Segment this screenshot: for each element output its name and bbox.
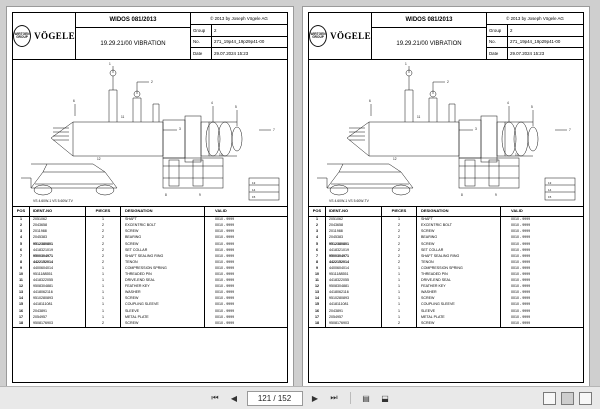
cell-valid: 0010 - 9999 [215,229,235,234]
svg-text:4: 4 [507,101,509,105]
cell-pos: 11 [13,278,30,284]
cell-valid: 0010 - 9999 [511,217,531,222]
cell-valid: 0010 - 9999 [215,320,235,325]
cell-pos: 16 [309,308,326,314]
meta-key-no: No. [191,37,212,48]
cell-pos: 3 [13,229,30,235]
cell-pcs: 2 [382,223,417,229]
cell-des: EXCENTRIC BOLT [121,223,205,229]
svg-text:5: 5 [235,105,237,109]
cell-pos: 14 [13,296,30,302]
cell-des: EXCENTRIC BOLT [417,223,501,229]
cell-des: SHAFT SEALING RING [417,254,501,260]
cell-des: SLEEVE [121,308,205,314]
cell-pos: 17 [309,315,326,321]
cell-pos: 4 [309,235,326,241]
parts-table [309,207,583,328]
cell-des: COUPLING SLEEVE [417,302,501,308]
cell-valid: 0010 - 9999 [511,247,531,252]
cell-id: 4422152014 [326,260,382,266]
cell-pcs: 2 [86,254,121,260]
svg-text:10: 10 [515,153,519,157]
thumbnail-view-icon[interactable]: ▤ [362,393,370,403]
cell-pos: 10 [309,272,326,278]
cell-id: 4418111081 [30,302,86,308]
cell-pcs: 2 [382,247,417,253]
cell-valid: 0010 - 9999 [215,308,235,313]
cell-valid: 0010 - 9999 [511,290,531,295]
svg-text:5: 5 [531,105,533,109]
svg-text:3: 3 [475,127,477,131]
svg-text:4: 4 [211,101,213,105]
svg-text:1: 1 [405,62,407,66]
wirtgen-group-logo-icon: WIRTGEN GROUP [309,25,327,47]
svg-text:14: 14 [252,188,256,192]
cell-id: 4418322055 [326,278,382,284]
meta-key-date: Date [487,48,508,59]
cell-pos: 9 [13,266,30,272]
cell-valid: 0010 - 9999 [511,229,531,234]
document-page-right[interactable] [302,6,590,389]
cell-valid: 0010 - 9999 [511,265,531,270]
cell-id: 2045383 [326,235,382,241]
meta-row-no [191,37,287,49]
scroll-view-icon[interactable] [579,392,592,405]
cell-id: 2043891 [326,308,382,314]
column-header-designation: DESIGNATION [417,207,501,216]
cell-pcs: 2 [86,223,121,229]
svg-text:13: 13 [252,181,256,185]
cell-des: SCREW [121,321,205,327]
header-center [76,13,191,59]
drawing-caption: VS 4.60W-1 VS 5.60W-TV [33,198,73,203]
cell-pos: 11 [309,278,326,284]
cell-pcs: 2 [86,235,121,241]
cell-id: 2054957 [30,315,86,321]
page-sheet [12,12,288,383]
cell-pos: 7 [13,254,30,260]
cell-valid: 0010 - 9999 [215,217,235,222]
meta-key-group: Group [487,25,508,36]
brand-block [13,13,76,59]
cell-pos: 2 [309,223,326,229]
cell-valid: 0010 - 9999 [215,296,235,301]
cell-id: 4422152014 [30,260,86,266]
cell-des: SCREW [417,296,501,302]
cell-valid: 0010 - 9999 [215,272,235,276]
cell-pos: 1 [13,217,30,223]
cell-des: SCREW [121,241,205,247]
wirtgen-group-logo-icon: WIRTGEN GROUP [13,25,31,47]
cell-des: DRIVE-END SEAL [417,278,501,284]
cell-pcs: 1 [86,284,121,290]
fit-page-icon[interactable]: ⬓ [381,393,389,403]
cell-id: 9500304971 [30,254,86,260]
cell-des: DRIVE-END SEAL [121,278,205,284]
cell-pcs: 1 [382,266,417,272]
meta-row-group [191,25,287,37]
svg-text:3: 3 [179,127,181,131]
cell-des: METAL PLATE [417,315,501,321]
cell-id: 9508304881 [326,284,382,290]
cell-pos: 6 [309,247,326,253]
cell-pcs: 1 [86,266,121,272]
cell-valid: 0010 - 9999 [215,290,235,295]
svg-text:7: 7 [569,128,571,132]
cell-valid: 0010 - 9999 [215,265,235,270]
document-title: WIDOS 081/2013 [76,13,190,28]
page-sheet [308,12,584,383]
cell-valid: 0010 - 9999 [215,314,235,319]
svg-text:13: 13 [548,181,552,185]
cell-id: 2051062 [326,217,382,223]
cell-id: 9510280893 [30,296,86,302]
cell-pcs: 1 [382,302,417,308]
page-indicator[interactable]: 121 / 152 [247,391,303,406]
cell-pos: 3 [309,229,326,235]
cell-des: FEATHER KEY [417,284,501,290]
cell-id: 4418322055 [30,278,86,284]
technical-drawing [309,60,583,207]
cell-pcs: 2 [382,241,417,247]
cell-valid: 0010 - 9999 [511,241,531,246]
cell-pcs: 2 [382,235,417,241]
meta-value-no: 271_19p44_19p29p41-00 [510,39,561,45]
cell-pos: 18 [13,321,30,327]
cell-id: 2045383 [30,235,86,241]
cell-pcs: 2 [382,254,417,260]
meta-key-group: Group [191,25,212,36]
cell-pos: 6 [13,247,30,253]
cell-des: BEARING [121,235,205,241]
cell-pcs: 1 [86,296,121,302]
cell-pos: 4 [13,235,30,241]
cell-des: SET COLLAR [121,247,205,253]
cell-des: SET COLLAR [417,247,501,253]
cell-pcs: 1 [382,278,417,284]
cell-des: COMPRESSION SPRING [121,266,205,272]
meta-value-group: 2 [214,27,217,33]
cell-des: WASHER [121,290,205,296]
cell-des: COMPRESSION SPRING [417,266,501,272]
cell-des: SHAFT [417,217,501,223]
cell-pcs: 1 [86,278,121,284]
cell-id: 9508176903 [326,321,382,327]
svg-text:11: 11 [417,115,421,119]
cell-pcs: 1 [382,284,417,290]
cell-des: FEATHER KEY [121,284,205,290]
cell-pcs: 1 [86,290,121,296]
column-header-ident-no: IDENT-NO [326,207,382,216]
cell-valid: 0010 - 9999 [511,320,531,325]
dual-page-view-icon[interactable] [561,392,574,405]
cell-pos: 15 [13,302,30,308]
cell-des: SCREW [417,321,501,327]
cell-pos: 18 [309,321,326,327]
cell-pcs: 2 [86,260,121,266]
next-page-button[interactable]: ▶ [311,393,319,403]
column-header-ident-no: IDENT-NO [30,207,86,216]
cell-pos: 8 [309,260,326,266]
cell-pos: 12 [13,284,30,290]
cell-valid: 0010 - 9999 [511,302,531,307]
cell-pcs: 1 [382,315,417,321]
meta-row-no [487,37,583,49]
cell-pos: 7 [309,254,326,260]
svg-text:15: 15 [252,195,256,199]
document-title: WIDOS 081/2013 [372,13,486,28]
cell-pos: 12 [309,284,326,290]
cell-valid: 0010 - 9999 [511,253,531,258]
meta-row-date [191,48,287,59]
cell-pcs: 2 [382,260,417,266]
cell-id: 9512380801 [326,241,382,247]
header-meta [487,13,583,59]
meta-key-date: Date [191,48,212,59]
document-page-left[interactable] [6,6,294,389]
svg-text:15: 15 [548,195,552,199]
svg-text:11: 11 [121,115,125,119]
cell-pcs: 1 [86,272,121,278]
svg-text:7: 7 [273,128,275,132]
cell-des: THREADED PIN [417,272,501,278]
brand-block [309,13,372,59]
cell-pcs: 2 [382,229,417,235]
meta-value-date: 29.07.2024 15:23 [214,51,249,57]
cell-des: SCREW [121,229,205,235]
svg-text:10: 10 [219,153,223,157]
svg-text:1: 1 [109,62,111,66]
cell-pcs: 2 [382,321,417,327]
svg-text:12: 12 [393,157,397,161]
cell-des: SHAFT [121,217,205,223]
cell-pos: 13 [309,290,326,296]
table-header-row [309,207,583,217]
document-subtitle: 19.29.21/00 VIBRATION [100,40,166,47]
cell-pos: 9 [309,266,326,272]
svg-text:2: 2 [447,80,449,84]
cell-valid: 0010 - 9999 [511,278,531,283]
cell-valid: 0010 - 9999 [215,247,235,252]
cell-des: COUPLING SLEEVE [121,302,205,308]
cell-des: THREADED PIN [121,272,205,278]
table-row[interactable] [309,321,583,327]
cell-des: METAL PLATE [121,315,205,321]
cell-pos: 5 [309,241,326,247]
cell-valid: 0010 - 9999 [511,314,531,319]
column-header-pieces: PIECES [382,207,417,216]
cell-pos: 14 [309,296,326,302]
svg-text:14: 14 [548,188,552,192]
cell-des: TENON [121,260,205,266]
svg-text:8: 8 [165,193,167,197]
column-header-pos: POS [309,207,326,216]
cell-des: TENON [417,260,501,266]
table-body [309,217,583,328]
cell-pos: 8 [13,260,30,266]
svg-text:2: 2 [151,80,153,84]
cell-valid: 0010 - 9999 [215,235,235,240]
cell-id: 9508176903 [30,321,86,327]
column-header-designation: DESIGNATION [121,207,205,216]
column-header-pieces: PIECES [86,207,121,216]
column-header-valid: VALID [215,208,227,214]
toolbar-divider [350,392,351,404]
cell-id: 2043658 [30,223,86,229]
cell-pos: 16 [13,308,30,314]
last-page-button[interactable]: ⏭ [330,393,338,402]
brand-name: VÖGELE [330,31,371,41]
cell-pcs: 1 [86,302,121,308]
cell-des: BEARING [417,235,501,241]
cell-valid: 0010 - 9999 [511,223,531,228]
svg-text:8: 8 [461,193,463,197]
table-header-row [13,207,287,217]
cell-des: SCREW [121,296,205,302]
cell-des: WASHER [417,290,501,296]
copyright-text: © 2013 by Joseph Vögele AG [487,13,583,25]
cell-valid: 0010 - 9999 [215,278,235,283]
meta-row-group [487,25,583,37]
cell-valid: 0010 - 9999 [511,259,531,264]
cell-valid: 0010 - 9999 [511,308,531,313]
cell-id: 2051062 [30,217,86,223]
cell-des: SCREW [417,229,501,235]
cell-pos: 13 [13,290,30,296]
cell-valid: 0010 - 9999 [511,272,531,276]
cell-id: 4418062116 [326,290,382,296]
cell-valid: 0010 - 9999 [511,284,531,289]
cell-valid: 0010 - 9999 [215,241,235,246]
cell-id: 9511188551 [30,272,86,278]
cell-pos: 17 [13,315,30,321]
parts-table [13,207,287,328]
cell-id: 9508304881 [30,284,86,290]
table-row[interactable] [13,321,287,327]
svg-text:6: 6 [369,99,371,103]
cell-valid: 0010 - 9999 [215,223,235,228]
cell-pos: 2 [13,223,30,229]
cell-id: 9512380801 [30,241,86,247]
cell-des: SCREW [417,241,501,247]
svg-text:9: 9 [495,193,497,197]
cell-id: 9500304971 [326,254,382,260]
cell-pcs: 1 [382,217,417,223]
drawing-graphic [13,60,287,206]
cell-pcs: 1 [86,315,121,321]
meta-row-date [487,48,583,59]
page-header [309,13,583,60]
meta-value-date: 29.07.2024 15:23 [510,51,545,57]
header-meta [191,13,287,59]
cell-pcs: 1 [86,217,121,223]
cell-des: SHAFT SEALING RING [121,254,205,260]
cell-pcs: 2 [86,241,121,247]
cell-id: 4418062116 [30,290,86,296]
cell-pcs: 1 [382,308,417,314]
cell-pcs: 1 [382,272,417,278]
cell-id: 4400604014 [30,266,86,272]
svg-text:9: 9 [199,193,201,197]
copyright-text: © 2013 by Joseph Vögele AG [191,13,287,25]
cell-id: 2043658 [326,223,382,229]
toolbar-right-group [543,392,592,405]
cell-pcs: 1 [382,296,417,302]
cell-id: 4418321019 [30,247,86,253]
brand-name: VÖGELE [34,31,75,41]
svg-text:6: 6 [73,99,75,103]
cell-valid: 0010 - 9999 [215,259,235,264]
cell-id: 4400604014 [326,266,382,272]
cell-pcs: 2 [86,229,121,235]
document-subtitle: 19.29.21/00 VIBRATION [396,40,462,47]
cell-pos: 15 [309,302,326,308]
cell-des: SLEEVE [417,308,501,314]
meta-value-group: 2 [510,27,513,33]
meta-value-no: 271_19p44_19p29p41-00 [214,39,265,45]
cell-valid: 0010 - 9999 [215,253,235,258]
cell-id: 2011988 [326,229,382,235]
cell-pcs: 2 [86,247,121,253]
cell-valid: 0010 - 9999 [511,235,531,240]
viewer-toolbar [0,386,600,409]
cell-id: 4418111081 [326,302,382,308]
cell-pos: 5 [13,241,30,247]
column-header-pos: POS [13,207,30,216]
single-page-view-icon[interactable] [543,392,556,405]
drawing-graphic [309,60,583,206]
cell-pos: 10 [13,272,30,278]
header-center [372,13,487,59]
cell-id: 9511188551 [326,272,382,278]
cell-id: 2054957 [326,315,382,321]
meta-key-no: No. [487,37,508,48]
cell-valid: 0010 - 9999 [511,296,531,301]
table-body [13,217,287,328]
cell-pcs: 2 [86,321,121,327]
technical-drawing [13,60,287,207]
cell-id: 4418321019 [326,247,382,253]
page-header [13,13,287,60]
cell-id: 2043891 [30,308,86,314]
cell-pcs: 1 [382,290,417,296]
cell-valid: 0010 - 9999 [215,302,235,307]
cell-valid: 0010 - 9999 [215,284,235,289]
drawing-caption: VS 4.60W-1 VS 5.60W-TV [329,198,369,203]
previous-page-button[interactable]: ◀ [230,393,238,403]
cell-id: 9510280893 [326,296,382,302]
column-header-valid: VALID [511,208,523,214]
cell-pos: 1 [309,217,326,223]
svg-text:12: 12 [97,157,101,161]
cell-id: 2011988 [30,229,86,235]
first-page-button[interactable]: ⏮ [211,393,219,402]
cell-pcs: 1 [86,308,121,314]
